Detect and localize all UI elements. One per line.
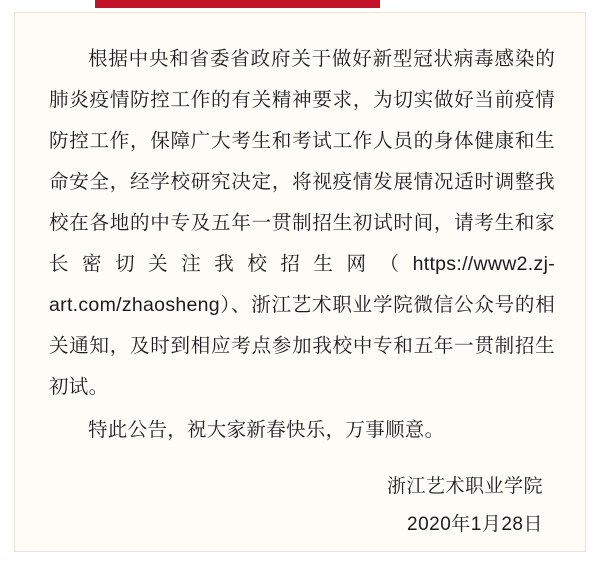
notice-card [14, 12, 586, 552]
signature-date: 2020年1月28日 [407, 514, 543, 535]
notice-paragraph-2: 特此公告，祝大家新春快乐，万事顺意。 [88, 419, 445, 441]
signature-block [303, 468, 543, 544]
signature-organization: 浙江艺术职业学院 [386, 476, 543, 497]
top-accent-bar [0, 0, 600, 10]
notice-paragraph-1: 根据中央和省委省政府关于做好新型冠状病毒感染的肺炎疫情防控工作的有关精神要求，为切实做好当前疫情防控工作，保障广大考生和考试工作人员的身体健康和生命安全，经学校研究决定，将视疫情发展情况适时调整我校在各地的中专及五年一贯制招生初试时间，请考生和家长密切关注我校招生网（https://www2.zj-art.com/zhaosheng）、浙江艺术职业学院微信公众号的相关通知，及时到相应考点参加我校中专和五年一贯制招生初试。 [49, 48, 555, 398]
red-accent-segment [95, 0, 380, 8]
notice-body [49, 39, 555, 451]
